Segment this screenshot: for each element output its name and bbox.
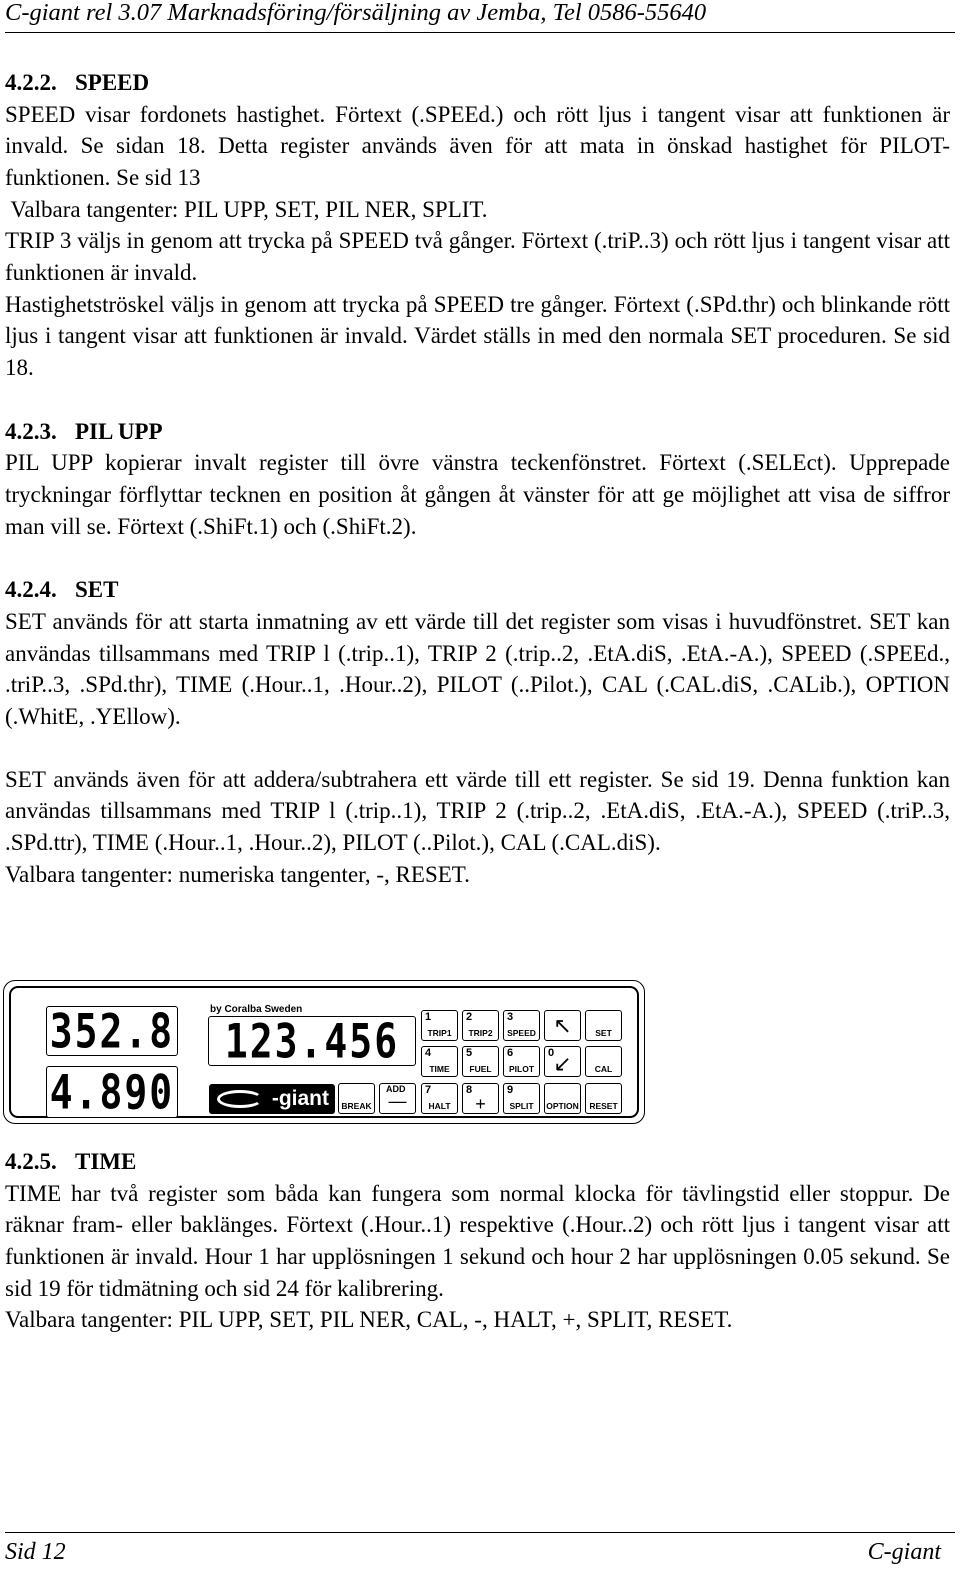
section-number: 4.2.3. <box>5 418 57 444</box>
key-7-halt <box>421 1083 458 1114</box>
section-heading <box>5 1146 950 1178</box>
key-label: OPTION <box>546 1101 579 1111</box>
key-4-time <box>421 1046 458 1077</box>
display-bottom-left <box>46 1066 178 1118</box>
key-label: TRIP2 <box>468 1028 493 1038</box>
section-heading <box>5 574 950 606</box>
key-break <box>338 1083 375 1114</box>
paragraph: Valbara tangenter: numeriska tangenter, -, RESET. <box>5 861 470 887</box>
section-title: PIL UPP <box>75 418 163 444</box>
section-speed <box>5 67 950 384</box>
key-label: HALT <box>428 1101 451 1111</box>
paragraph: Valbara tangenter: PIL UPP, SET, PIL NER, SPLIT. <box>5 196 488 222</box>
key-number: 2 <box>466 1011 473 1023</box>
key-9-split <box>503 1083 540 1114</box>
section-number: 4.2.5. <box>5 1149 57 1174</box>
paragraph: SPEED visar fordonets hastighet. Förtext (.SPEEd.) och rött ljus i tangent visar att funktionen är invald. Se sidan 18. Detta register används även för att mata in önskad hastighet för PILOT-funktionen. Se sid 13 <box>5 101 950 190</box>
device-panel <box>9 986 639 1118</box>
plus-icon: + <box>475 1094 486 1114</box>
key-number: 9 <box>507 1084 514 1096</box>
paragraph: TRIP 3 väljs in genom att trycka på SPEED två gånger. Förtext (.triP..3) och rött ljus i tangent visar att funktionen är invald. <box>5 228 950 286</box>
page-header <box>5 0 955 33</box>
section-title: SPEED <box>75 70 150 95</box>
key-label: PILOT <box>508 1064 535 1074</box>
logo-text: -giant <box>271 1087 329 1110</box>
display-top-left <box>46 1003 178 1059</box>
section-number: 4.2.4. <box>5 577 57 603</box>
section-title: TIME <box>75 1149 137 1174</box>
key-number: 4 <box>425 1047 432 1059</box>
key-number: 8 <box>466 1084 473 1096</box>
key-number: 1 <box>425 1011 432 1023</box>
key-number: 3 <box>507 1011 514 1023</box>
key-label: TIME <box>429 1064 450 1074</box>
key-3-speed <box>503 1010 540 1041</box>
key-label: ADD <box>386 1084 406 1094</box>
section-heading <box>5 67 950 99</box>
key-number: 7 <box>425 1084 432 1096</box>
section-title: SET <box>75 577 119 603</box>
paragraph-gap <box>5 733 950 764</box>
footer-product: C-giant <box>867 1539 941 1565</box>
key-8-plus <box>462 1083 499 1114</box>
key-pil-upp <box>544 1010 581 1041</box>
key-0-pil-ner <box>544 1046 581 1077</box>
header-text: C-giant rel 3.07 Marknadsföring/försäljning av Jemba, Tel 0586-55640 <box>5 0 707 26</box>
key-label: SET <box>595 1028 612 1038</box>
key-number: 0 <box>548 1047 555 1059</box>
paragraph: Valbara tangenter: PIL UPP, SET, PIL NER, CAL, -, HALT, +, SPLIT, RESET. <box>5 1307 733 1333</box>
header-rule <box>5 32 955 33</box>
page-number: Sid 12 <box>5 1539 66 1565</box>
key-label: CAL <box>594 1064 613 1074</box>
key-5-fuel <box>462 1046 499 1077</box>
paragraph: SET används även för att addera/subtrahera ett värde till ett register. Se sid 19. Denna funktion kan användas tillsammans med TRIP l (.trip..1), TRIP 2 (.trip..2, .EtA.diS, .EtA.-A.), SPEED (.triP..3, .SPd.ttr), TIME (.Hour..1, .Hour..2), PILOT (..Pilot.), CAL (.CAL.diS). <box>5 766 950 856</box>
key-number: 6 <box>507 1047 514 1059</box>
minus-icon: — <box>388 1091 407 1111</box>
key-label: SPEED <box>507 1028 536 1038</box>
key-set <box>585 1010 622 1041</box>
paragraph: Hastighetströskel väljs in genom att trycka på SPEED tre gånger. Förtext (.SPd.thr) och blinkande rött ljus i tangent visar att funktionen är invald. Värdet ställs in med den normala SET proceduren. Se sid 18. <box>5 291 950 381</box>
section-time <box>5 1146 950 1336</box>
c-giant-logo <box>209 1084 335 1114</box>
key-1-trip1 <box>421 1010 458 1041</box>
paragraph: SET används för att starta inmatning av ett värde till det register som visas i huvudfönstret. SET kan användas tillsammans med TRIP l (.trip..1), TRIP 2 (.trip..2, .EtA.diS, .EtA.-A.), SPEED (.SPEEd., .triP..3, .SPd.thr), TIME (.Hour..1, .Hour..2), PILOT (..Pilot.), CAL (.CAL.diS, .CALib.), OPTION (.WhitE, .YEllow). <box>5 608 950 730</box>
key-6-pilot <box>503 1046 540 1077</box>
paragraph: PIL UPP kopierar invalt register till övre vänstra teckenfönstret. Förtext (.SELEct). Upprepade tryckningar förflyttar tecknen en position åt gången åt vänster för att ge möjlighet att visa de siffror man vill se. Förtext (.ShiFt.1) och (.ShiFt.2). <box>5 450 950 539</box>
key-add <box>379 1083 416 1114</box>
arrow-up-left-icon: ↖ <box>553 1013 572 1038</box>
key-label: TRIP1 <box>427 1028 452 1038</box>
arrow-down-left-icon: ↙ <box>553 1051 572 1076</box>
paragraph: TIME har två register som båda kan fungera som normal klocka för tävlingstid eller stoppur. De räknar fram- eller baklänges. Förtext (.Hour..1) respektive (.Hour..2) och rött ljus i tangent visar att funktionen är invald. Hour 1 har upplösningen 1 sekund och hour 2 har upplösningen 0.05 sekund. Se sid 19 för tidmätning och sid 24 för kalibrering. <box>5 1180 950 1301</box>
section-heading <box>5 416 950 448</box>
key-label: RESET <box>589 1101 618 1111</box>
document-body-continued <box>5 1146 950 1336</box>
document-body <box>5 67 950 891</box>
brand-byline: by Coralba Sweden <box>210 1004 303 1015</box>
display-value: 123.456 <box>224 1013 400 1069</box>
key-reset <box>585 1083 622 1114</box>
key-2-trip2 <box>462 1010 499 1041</box>
display-value: 4.890 <box>49 1064 175 1120</box>
key-label: FUEL <box>469 1064 492 1074</box>
section-set <box>5 574 950 890</box>
key-option <box>544 1083 581 1114</box>
key-number: 5 <box>466 1047 473 1059</box>
c-giant-device-illustration <box>3 980 645 1124</box>
display-main <box>208 1013 416 1069</box>
section-number: 4.2.2. <box>5 70 57 95</box>
display-value: 352.8 <box>49 1003 175 1059</box>
key-cal <box>585 1046 622 1077</box>
page-footer <box>5 1532 955 1563</box>
logo-swoosh-icon <box>217 1090 263 1108</box>
key-label: SPLIT <box>509 1101 534 1111</box>
section-pil-upp <box>5 416 950 543</box>
key-label: BREAK <box>341 1101 372 1111</box>
